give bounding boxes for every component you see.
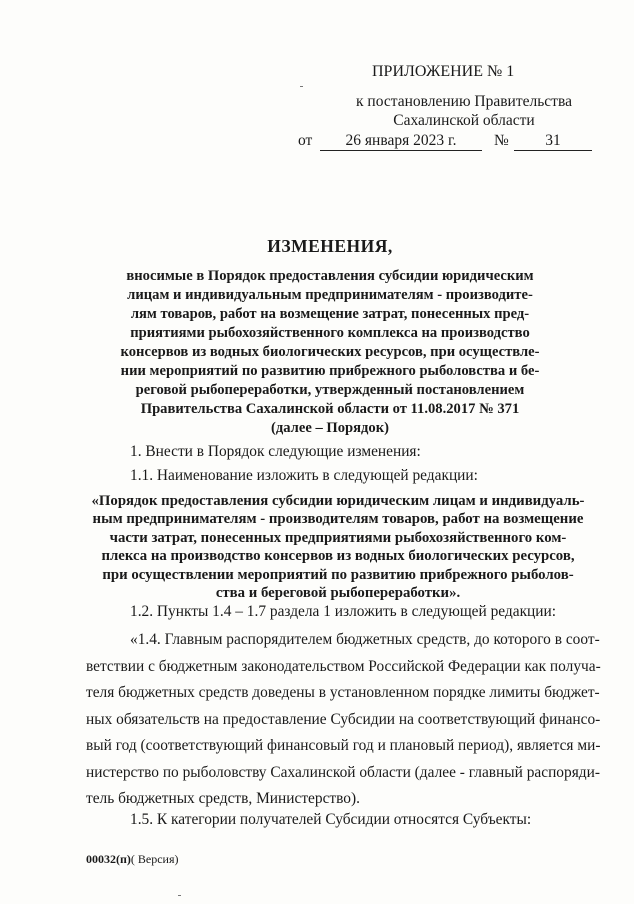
- para-line: «1.4. Главным распорядителем бюджетных средств, до которого в соот-: [130, 631, 600, 648]
- heading-line: реговой рыбопереработки, утвержденный постановлением: [135, 382, 525, 398]
- quote-line: при осуществлении мероприятий по развитию прибрежного рыболов-: [102, 566, 574, 583]
- appendix-line-2: Сахалинской области: [393, 112, 535, 129]
- footer-version: ( Версия): [130, 852, 179, 866]
- item-1-2: 1.2. Пункты 1.4 – 1.7 раздела 1 изложить в следующей редакции:: [130, 603, 557, 620]
- para-line: теля бюджетных средств доведены в установленном порядке лимиты бюджет-: [86, 684, 600, 701]
- number-label: №: [494, 132, 509, 149]
- footer-code: [86, 852, 179, 867]
- item-1-1: 1.1. Наименование изложить в следующей редакции:: [130, 467, 478, 484]
- heading-line: Правительства Сахалинской области от 11.08.2017 № 371: [140, 401, 520, 417]
- heading-line: нии мероприятий по развитию прибрежного рыболовства и бе-: [120, 363, 540, 379]
- quote-line: части затрат, понесенных предприятиями рыбохозяйственного ком-: [109, 529, 567, 546]
- appendix-line-1: к постановлению Правительства: [356, 93, 572, 110]
- heading-subtitle: [96, 267, 564, 438]
- heading-line: вносимые в Порядок предоставления субсидии юридическим: [126, 268, 534, 284]
- para-line: ветствии с бюджетным законодательством Российской Федерации как получа-: [86, 657, 601, 675]
- para-line: ных обязательств на предоставление Субсидии на соответствующий финансо-: [86, 710, 601, 728]
- number-value: 31: [514, 131, 592, 151]
- footer-code-value: 00032(п): [86, 852, 131, 866]
- item-1-5: 1.5. К категории получателей Субсидии относятся Субъекты:: [130, 811, 532, 828]
- scan-mark: [300, 86, 303, 87]
- scan-mark: [178, 895, 181, 896]
- heading-line: лицам и индивидуальным предпринимателям - производите-: [127, 287, 533, 303]
- heading-title: ИЗМЕНЕНИЯ,: [267, 236, 393, 256]
- quote-line: ства и береговой рыбопереработки».: [215, 585, 461, 602]
- heading-line: лям товаров, работ на возмещение затрат, понесенных пред-: [130, 306, 530, 322]
- quoted-name: [86, 492, 590, 602]
- quote-line: плекса на производство консервов из водных биологических ресурсов,: [101, 548, 575, 565]
- appendix-date-row: [296, 131, 596, 151]
- appendix-title: ПРИЛОЖЕНИЕ № 1: [372, 63, 515, 80]
- heading-line: (далее – Порядок): [270, 420, 389, 436]
- heading-line: приятиями рыбохозяйственного комплекса на производство: [130, 325, 530, 341]
- from-label: от: [298, 132, 313, 149]
- para-line: тель бюджетных средств, Министерство).: [86, 790, 360, 807]
- quote-line: ным предпринимателям - производителям товаров, работ на возмещение: [92, 511, 584, 528]
- quote-line: «Порядок предоставления субсидии юридическим лицам и индивидуаль-: [91, 493, 585, 509]
- para-line: нистерство по рыболовству Сахалинской области (далее - главный распоряди-: [86, 763, 600, 781]
- document-heading: [96, 236, 564, 438]
- paragraph-1-4: [86, 627, 601, 813]
- appendix-header: [296, 62, 596, 151]
- heading-line: консервов из водных биологических ресурсов, при осуществле-: [120, 344, 540, 360]
- date-value: 26 января 2023 г.: [320, 131, 482, 151]
- para-line: вый год (соответствующий финансовый год и плановый период), является ми-: [86, 737, 601, 754]
- item-1: 1. Внести в Порядок следующие изменения:: [130, 443, 421, 460]
